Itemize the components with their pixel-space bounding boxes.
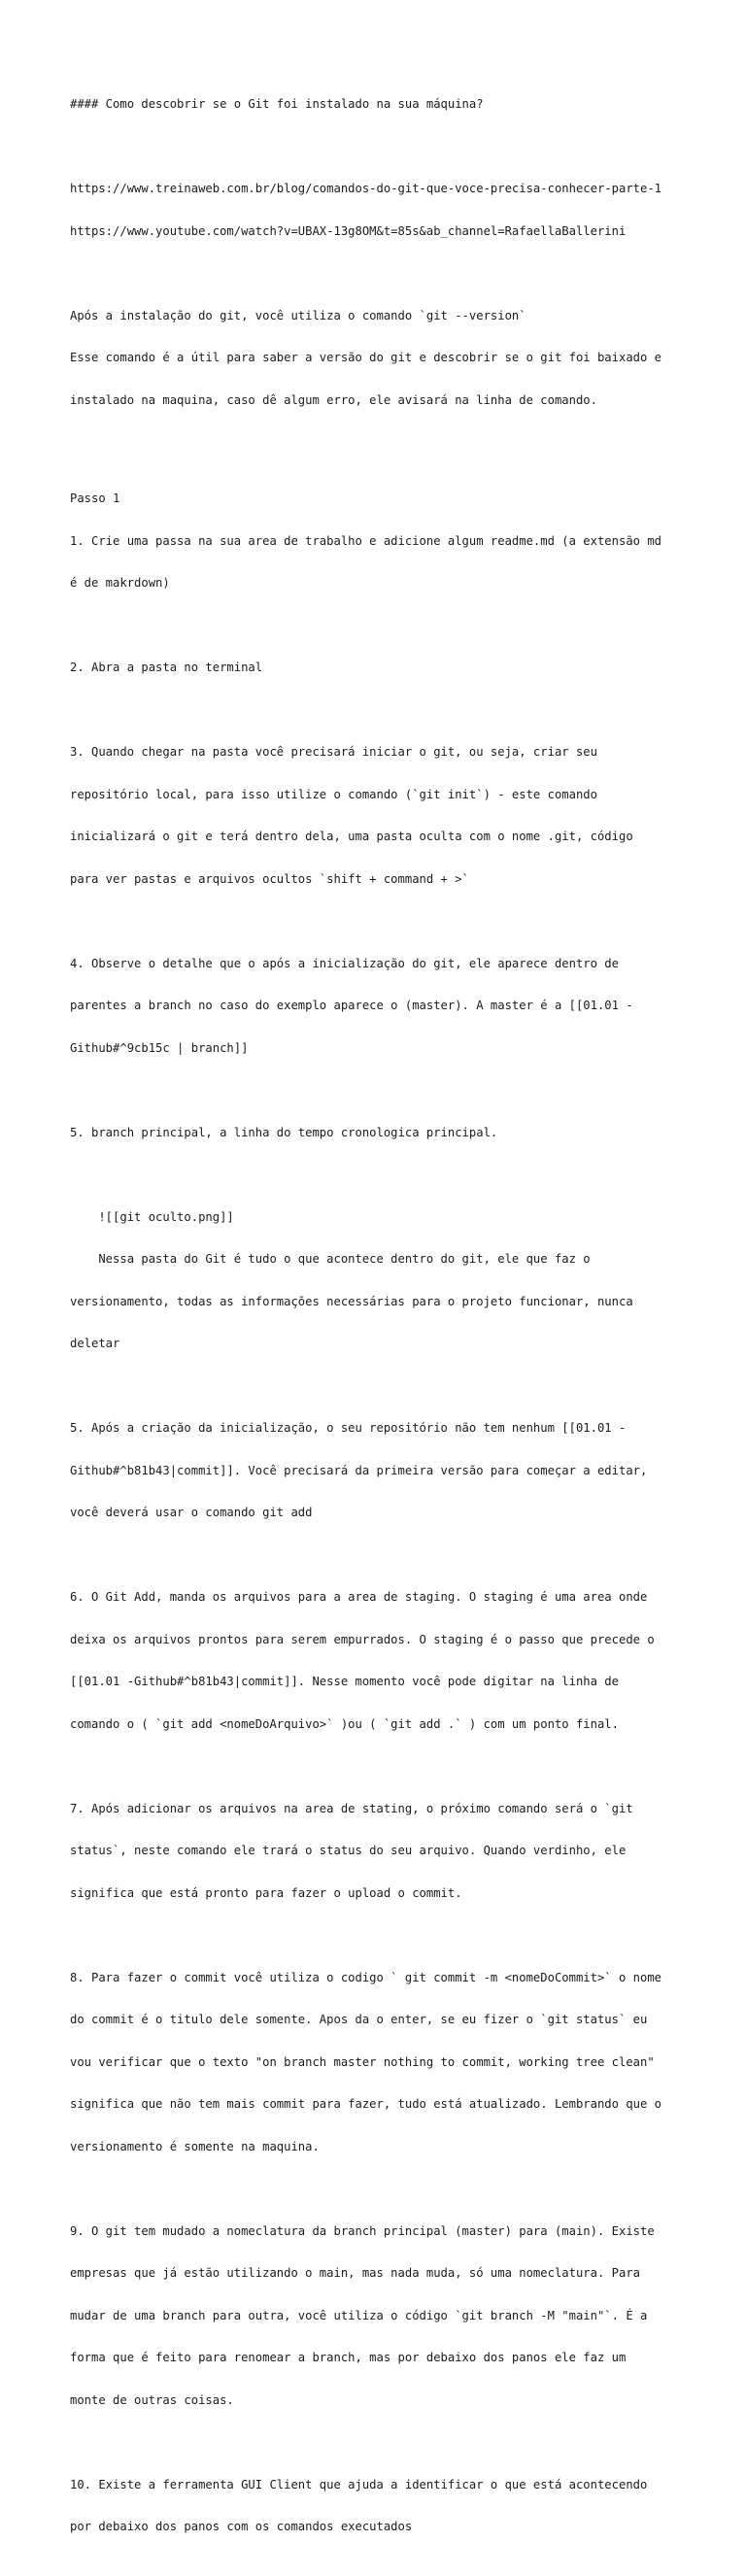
item-line: 9. O git tem mudado a nomeclatura da branch principal (master) para (main). Existe — [70, 2223, 655, 2238]
item-line: do commit é o titulo dele somente. Apos da o enter, se eu fizer o `git status` eu — [70, 2013, 648, 2026]
item-line: 3. Quando chegar na pasta você precisará iniciar o git, ou seja, criar seu — [70, 745, 597, 759]
item-line: inicializará o git e terá dentro dela, uma pasta oculta com o nome .git, código — [70, 830, 633, 843]
item-line: significa que está pronto para fazer o upload o commit. — [70, 1885, 462, 1900]
item-line: 2. Abra a pasta no terminal — [70, 661, 263, 674]
item-line: é de makrdown) — [70, 576, 170, 590]
intro-line: Após a instalação do git, você utiliza o comando `git --version` — [70, 308, 526, 322]
spacer — [70, 450, 692, 464]
item-line: status`, neste comando ele trará o status do seu arquivo. Quando verdinho, ele — [70, 1844, 627, 1857]
item-line: 10. Existe a ferramenta GUI Client que ajuda a identificar o que está acontecendo — [70, 2477, 648, 2491]
item-5-paragraph — [70, 1098, 692, 1169]
item-8-paragraph — [70, 1943, 692, 2183]
item-line: vou verificar que o texto "on branch master nothing to commit, working tree clean" — [70, 2054, 655, 2069]
step-1-paragraph — [70, 463, 692, 619]
links-paragraph — [70, 153, 692, 266]
item-line: parentes a branch no caso do exemplo aparece o (master). A master é a [[01.01 - — [70, 999, 633, 1012]
item-7-paragraph — [70, 1774, 692, 1929]
step-title: Passo 1 — [70, 491, 120, 505]
item-line: 4. Observe o detalhe que o após a inicialização do git, ele aparece dentro de — [70, 956, 619, 970]
item-line: deletar — [70, 1337, 120, 1350]
link-treinaweb[interactable]: https://www.treinaweb.com.br/blog/comandos-do-git-que-voce-precisa-conhecer-parte-1 — [70, 182, 662, 195]
item-line: 1. Crie uma passa na sua area de trabalho e adicione algum readme.md (a extensão md — [70, 533, 662, 548]
heading-paragraph — [70, 69, 692, 140]
item-4-paragraph — [70, 929, 692, 1084]
item-line: Github#^9cb15c | branch]] — [70, 1040, 249, 1055]
intro-paragraph — [70, 281, 692, 436]
item-line: mudar de uma branch para outra, você utiliza o código `git branch -M "main"`. É a — [70, 2308, 648, 2322]
item-line: para ver pastas e arquivos ocultos `shift + command + >` — [70, 871, 469, 886]
item-line: 5. branch principal, a linha do tempo cronologica principal. — [70, 1125, 498, 1139]
item-line: comando o ( `git add <nomeDoArquivo>` )ou ( `git add .` ) com um ponto final. — [70, 1716, 619, 1731]
item-line: 7. Após adicionar os arquivos na area de stating, o próximo comando será o `git — [70, 1801, 633, 1815]
item-5b-paragraph — [70, 1393, 692, 1548]
item-2-paragraph — [70, 632, 692, 703]
item-line: deixa os arquivos prontos para serem empurrados. O staging é o passo que precede o — [70, 1632, 655, 1646]
item-line: 5. Após a criação da inicialização, o seu repositório não tem nenhum [[01.01 - — [70, 1421, 627, 1435]
item-9-paragraph — [70, 2196, 692, 2436]
item-line: versionamento é somente na maquina. — [70, 2139, 320, 2153]
item-line: por debaixo dos panos com os comandos executados — [70, 2520, 413, 2533]
image-embed-line: ![[git oculto.png]] — [70, 1209, 234, 1224]
item-line: Nessa pasta do Git é tudo o que acontece dentro do git, ele que faz o — [70, 1252, 591, 1266]
item-10-paragraph — [70, 2450, 692, 2562]
item-line: monte de outras coisas. — [70, 2392, 234, 2407]
item-line: 8. Para fazer o commit você utiliza o codigo ` git commit -m <nomeDoCommit>` o nome — [70, 1970, 662, 1984]
item-line: versionamento, todas as informações necessárias para o projeto funcionar, nunca — [70, 1294, 633, 1308]
image-note-paragraph — [70, 1182, 692, 1379]
link-youtube[interactable]: https://www.youtube.com/watch?v=UBAX-13g8OM&t=85s&ab_channel=RafaellaBallerini — [70, 223, 627, 238]
document-page — [70, 69, 692, 2576]
item-line: 6. O Git Add, manda os arquivos para a area de staging. O staging é uma area onde — [70, 1590, 648, 1604]
item-line: você deverá usar o comando git add — [70, 1506, 313, 1519]
item-line: forma que é feito para renomear a branch, mas por debaixo dos panos ele faz um — [70, 2351, 627, 2364]
item-line: significa que não tem mais commit para fazer, tudo está atualizado. Lembrando que o — [70, 2097, 662, 2111]
item-line: [[01.01 -Github#^b81b43|commit]]. Nesse momento você pode digitar na linha de — [70, 1675, 619, 1688]
intro-line: Esse comando é a útil para saber a versão do git e descobrir se o git foi baixado e — [70, 351, 662, 364]
item-line: empresas que já estão utilizando o main, mas nada muda, só uma nomeclatura. Para — [70, 2266, 640, 2280]
item-line: repositório local, para isso utilize o comando (`git init`) - este comando — [70, 787, 597, 801]
item-6-paragraph — [70, 1562, 692, 1759]
item-3-paragraph — [70, 717, 692, 914]
intro-line: instalado na maquina, caso dê algum erro, ele avisará na linha de comando. — [70, 392, 597, 407]
item-line: Github#^b81b43|commit]]. Você precisará da primeira versão para começar a editar, — [70, 1463, 648, 1477]
document-heading: #### Como descobrir se o Git foi instalado na sua máquina? — [70, 97, 484, 111]
